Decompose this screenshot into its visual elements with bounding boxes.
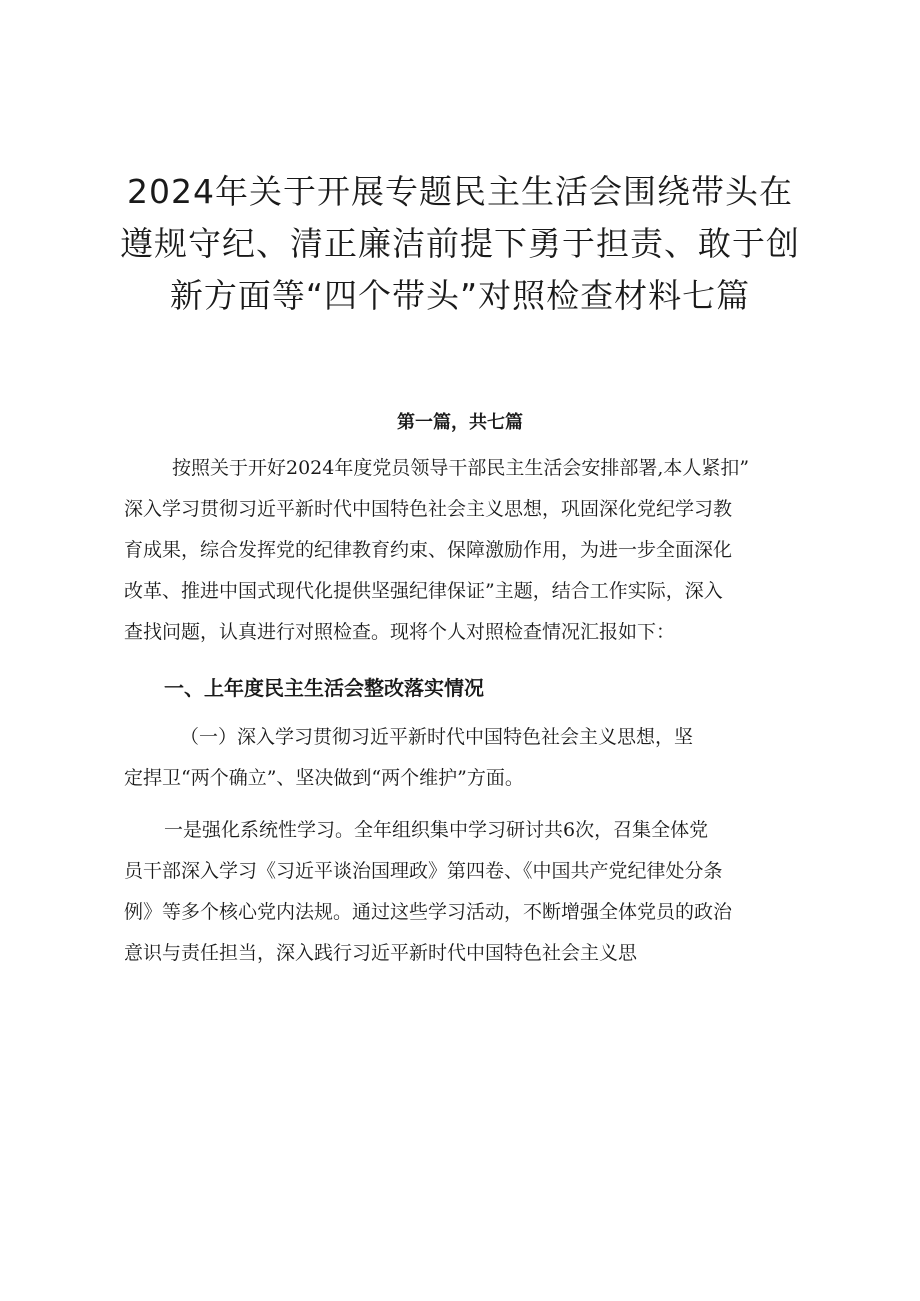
text-line: 例》等多个核心党内法规。通过这些学习活动，不断增强全体党员的政治 <box>124 901 733 923</box>
document-title <box>100 166 820 322</box>
text-line: （一）深入学习贯彻习近平新时代中国特色社会主义思想，坚 <box>180 726 694 748</box>
text-line: 育成果，综合发挥党的纪律教育约束、保障激励作用，为进一步全面深化 <box>124 539 733 561</box>
text-line: 改革、推进中国式现代化提供坚强纪律保证”主题，结合工作实际，深入 <box>124 580 723 602</box>
text-line: 定捍卫“两个确立”、坚决做到“两个维护”方面。 <box>124 767 524 789</box>
intro-paragraph <box>124 448 814 653</box>
text-line: 深入学习贯彻习近平新时代中国特色社会主义思想，巩固深化党纪学习教 <box>124 498 733 520</box>
text-line: 按照关于开好2024年度党员领导干部民主生活会安排部署,本人紧扣” <box>172 457 750 479</box>
text-line: 一是强化系统性学习。全年组织集中学习研讨共6次，召集全体党 <box>164 819 709 841</box>
section-heading: 第一篇，共七篇 <box>397 412 523 433</box>
heading-level-1: 一、上年度民主生活会整改落实情况 <box>164 676 484 700</box>
title-line: 2024年关于开展专题民主生活会围绕带头在 <box>127 172 793 211</box>
title-line: 遵规守纪、清正廉洁前提下勇于担责、敢于创 <box>120 224 800 263</box>
title-line: 新方面等“四个带头”对照检查材料七篇 <box>169 276 751 315</box>
text-line: 员干部深入学习《习近平谈治国理政》第四卷、《中国共产党纪律处分条 <box>124 860 723 882</box>
text-line: 意识与责任担当，深入践行习近平新时代中国特色社会主义思 <box>124 942 638 964</box>
subheading-paragraph <box>124 717 814 799</box>
body-paragraph <box>124 810 814 974</box>
text-line: 查找问题，认真进行对照检查。现将个人对照检查情况汇报如下： <box>124 621 676 643</box>
